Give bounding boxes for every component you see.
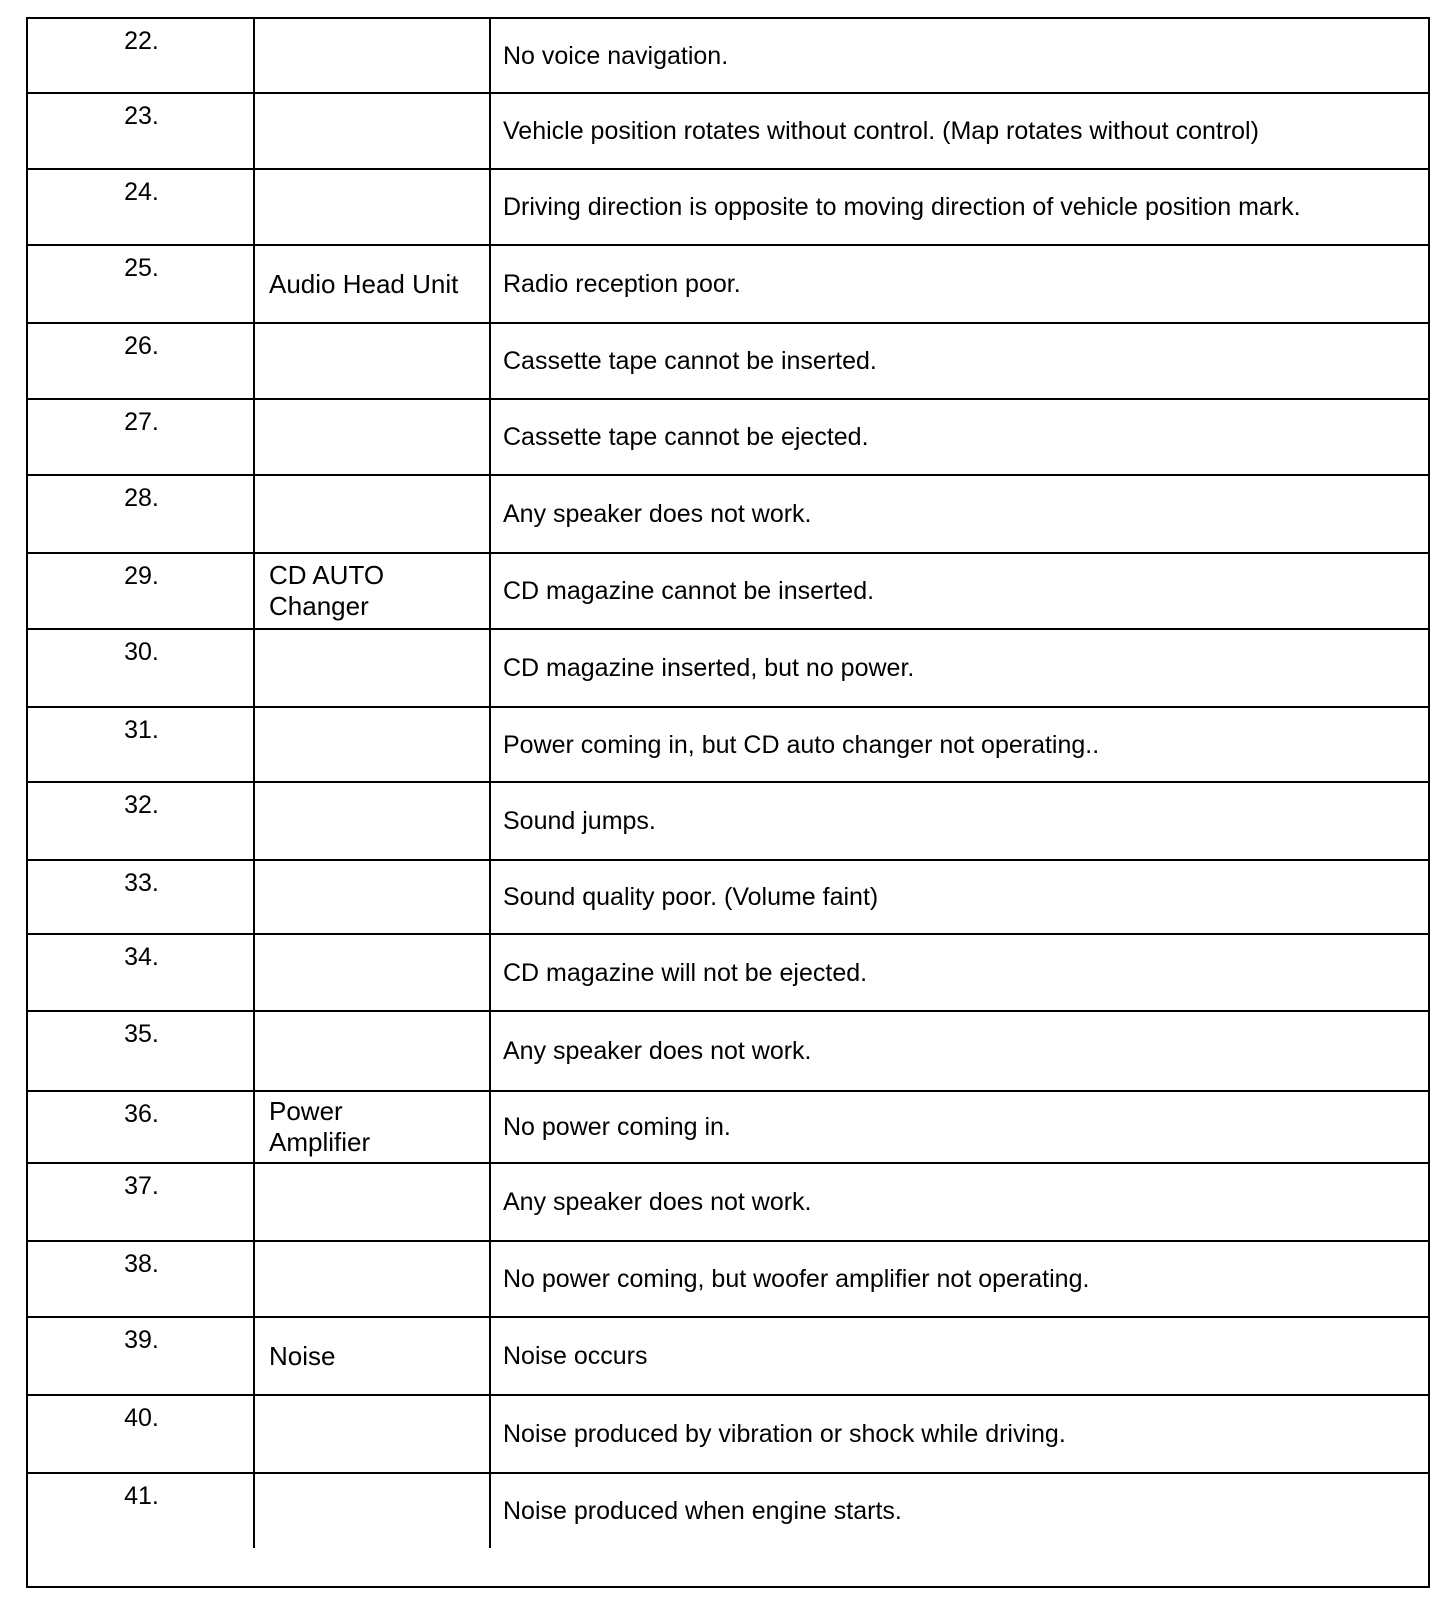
- description-cell: [491, 19, 1428, 92]
- row-number: 23.: [124, 102, 159, 130]
- number-cell: [28, 246, 255, 322]
- row-number: 40.: [124, 1404, 159, 1432]
- row-number: 35.: [124, 1020, 159, 1048]
- symptom-description: Sound quality poor. (Volume faint): [503, 883, 879, 911]
- description-cell: [491, 246, 1428, 322]
- symptom-description: No power coming in.: [503, 1113, 731, 1141]
- table-row: [28, 92, 1428, 168]
- symptom-description: Any speaker does not work.: [503, 1188, 812, 1216]
- number-cell: [28, 861, 255, 933]
- number-cell: [28, 476, 255, 552]
- row-number: 31.: [124, 716, 159, 744]
- description-cell: [491, 170, 1428, 244]
- category-label: [269, 708, 483, 781]
- symptom-description: Radio reception poor.: [503, 270, 741, 298]
- description-cell: [491, 630, 1428, 706]
- category-cell: [255, 708, 491, 781]
- category-cell: [255, 1092, 491, 1162]
- category-cell: [255, 935, 491, 1010]
- description-cell: [491, 554, 1428, 628]
- number-cell: [28, 708, 255, 781]
- row-number: 41.: [124, 1482, 159, 1510]
- row-number: 26.: [124, 332, 159, 360]
- description-cell: [491, 476, 1428, 552]
- row-number: 34.: [124, 943, 159, 971]
- number-cell: [28, 630, 255, 706]
- number-cell: [28, 1092, 255, 1162]
- category-label: CD AUTO Changer: [269, 560, 385, 621]
- description-cell: [491, 1318, 1428, 1394]
- category-cell: [255, 1396, 491, 1472]
- category-label: [269, 1396, 483, 1472]
- symptom-description: Any speaker does not work.: [503, 500, 812, 528]
- row-number: 28.: [124, 484, 159, 512]
- number-cell: [28, 1474, 255, 1548]
- category-label: [269, 935, 483, 1010]
- category-label: [269, 630, 483, 706]
- symptom-description: Any speaker does not work.: [503, 1037, 812, 1065]
- number-cell: [28, 324, 255, 398]
- number-cell: [28, 935, 255, 1010]
- category-cell: [255, 783, 491, 859]
- category-cell: [255, 246, 491, 322]
- number-cell: [28, 783, 255, 859]
- category-cell: [255, 1318, 491, 1394]
- table-row: [28, 19, 1428, 92]
- table-row: [28, 628, 1428, 706]
- symptom-description: Vehicle position rotates without control. (Map rotates without control): [503, 117, 1259, 145]
- table-row: [28, 1162, 1428, 1240]
- category-label: [269, 1012, 483, 1090]
- category-cell: [255, 554, 491, 628]
- description-cell: [491, 861, 1428, 933]
- description-cell: [491, 708, 1428, 781]
- table-row: [28, 1394, 1428, 1472]
- row-number: 27.: [124, 408, 159, 436]
- row-number: 39.: [124, 1326, 159, 1354]
- category-label: [269, 861, 483, 933]
- table-row: [28, 244, 1428, 322]
- description-cell: [491, 94, 1428, 168]
- table-row: [28, 474, 1428, 552]
- category-cell: [255, 94, 491, 168]
- category-cell: [255, 324, 491, 398]
- symptom-description: Noise produced by vibration or shock while driving.: [503, 1420, 1066, 1448]
- number-cell: [28, 400, 255, 474]
- category-label: [269, 19, 483, 92]
- symptom-description: CD magazine will not be ejected.: [503, 958, 868, 987]
- category-label: [269, 170, 483, 244]
- row-number: 38.: [124, 1250, 159, 1278]
- category-cell: [255, 861, 491, 933]
- description-cell: [491, 1474, 1428, 1548]
- description-cell: [491, 935, 1428, 1010]
- number-cell: [28, 554, 255, 628]
- table-row: [28, 1316, 1428, 1394]
- number-cell: [28, 170, 255, 244]
- table-row: [28, 933, 1428, 1010]
- category-label: [269, 94, 483, 168]
- number-cell: [28, 1318, 255, 1394]
- symptom-description: No voice navigation.: [503, 41, 729, 70]
- description-cell: [491, 324, 1428, 398]
- category-label: [269, 324, 483, 398]
- description-cell: [491, 1164, 1428, 1240]
- row-number: 30.: [124, 638, 159, 666]
- row-number: 36.: [124, 1100, 159, 1128]
- category-cell: [255, 19, 491, 92]
- row-number: 25.: [124, 254, 159, 282]
- symptom-description: Power coming in, but CD auto changer not operating..: [503, 730, 1100, 759]
- category-label: Audio Head Unit: [269, 268, 459, 299]
- table-row: [28, 1472, 1428, 1548]
- category-label: [269, 400, 483, 474]
- category-label: Power Amplifier: [269, 1096, 371, 1157]
- symptom-table: [26, 17, 1430, 1588]
- number-cell: [28, 19, 255, 92]
- symptom-description: Cassette tape cannot be ejected.: [503, 423, 869, 451]
- category-label: Noise: [269, 1340, 336, 1371]
- category-cell: [255, 1164, 491, 1240]
- table-row: [28, 706, 1428, 781]
- number-cell: [28, 1012, 255, 1090]
- category-cell: [255, 1012, 491, 1090]
- table-row: [28, 1090, 1428, 1162]
- number-cell: [28, 1396, 255, 1472]
- description-cell: [491, 1242, 1428, 1316]
- symptom-description: No power coming, but woofer amplifier not operating.: [503, 1265, 1090, 1293]
- row-number: 37.: [124, 1172, 159, 1200]
- table-row: [28, 552, 1428, 628]
- symptom-description: Sound jumps.: [503, 807, 656, 835]
- description-cell: [491, 1092, 1428, 1162]
- row-number: 22.: [124, 27, 159, 55]
- row-number: 32.: [124, 791, 159, 819]
- table-row: [28, 859, 1428, 933]
- description-cell: [491, 783, 1428, 859]
- row-number: 24.: [124, 178, 159, 206]
- category-label: [269, 1164, 483, 1240]
- symptom-description: CD magazine cannot be inserted.: [503, 577, 875, 605]
- category-label: [269, 1474, 483, 1548]
- description-cell: [491, 400, 1428, 474]
- category-label: [269, 783, 483, 859]
- symptom-description: Cassette tape cannot be inserted.: [503, 347, 877, 375]
- table-row: [28, 781, 1428, 859]
- category-label: [269, 1242, 483, 1316]
- table-row: [28, 168, 1428, 244]
- table-row: [28, 1240, 1428, 1316]
- category-cell: [255, 630, 491, 706]
- table-row: [28, 398, 1428, 474]
- table-row: [28, 1010, 1428, 1090]
- category-cell: [255, 476, 491, 552]
- table-row: [28, 322, 1428, 398]
- symptom-description: Noise produced when engine starts.: [503, 1497, 902, 1525]
- number-cell: [28, 94, 255, 168]
- category-cell: [255, 1474, 491, 1548]
- description-cell: [491, 1396, 1428, 1472]
- number-cell: [28, 1242, 255, 1316]
- category-cell: [255, 1242, 491, 1316]
- number-cell: [28, 1164, 255, 1240]
- category-cell: [255, 400, 491, 474]
- description-cell: [491, 1012, 1428, 1090]
- category-label: [269, 476, 483, 552]
- category-cell: [255, 170, 491, 244]
- row-number: 29.: [124, 562, 159, 590]
- symptom-description: Driving direction is opposite to moving direction of vehicle position mark.: [503, 193, 1301, 221]
- symptom-description: CD magazine inserted, but no power.: [503, 654, 915, 682]
- row-number: 33.: [124, 869, 159, 897]
- symptom-description: Noise occurs: [503, 1342, 648, 1370]
